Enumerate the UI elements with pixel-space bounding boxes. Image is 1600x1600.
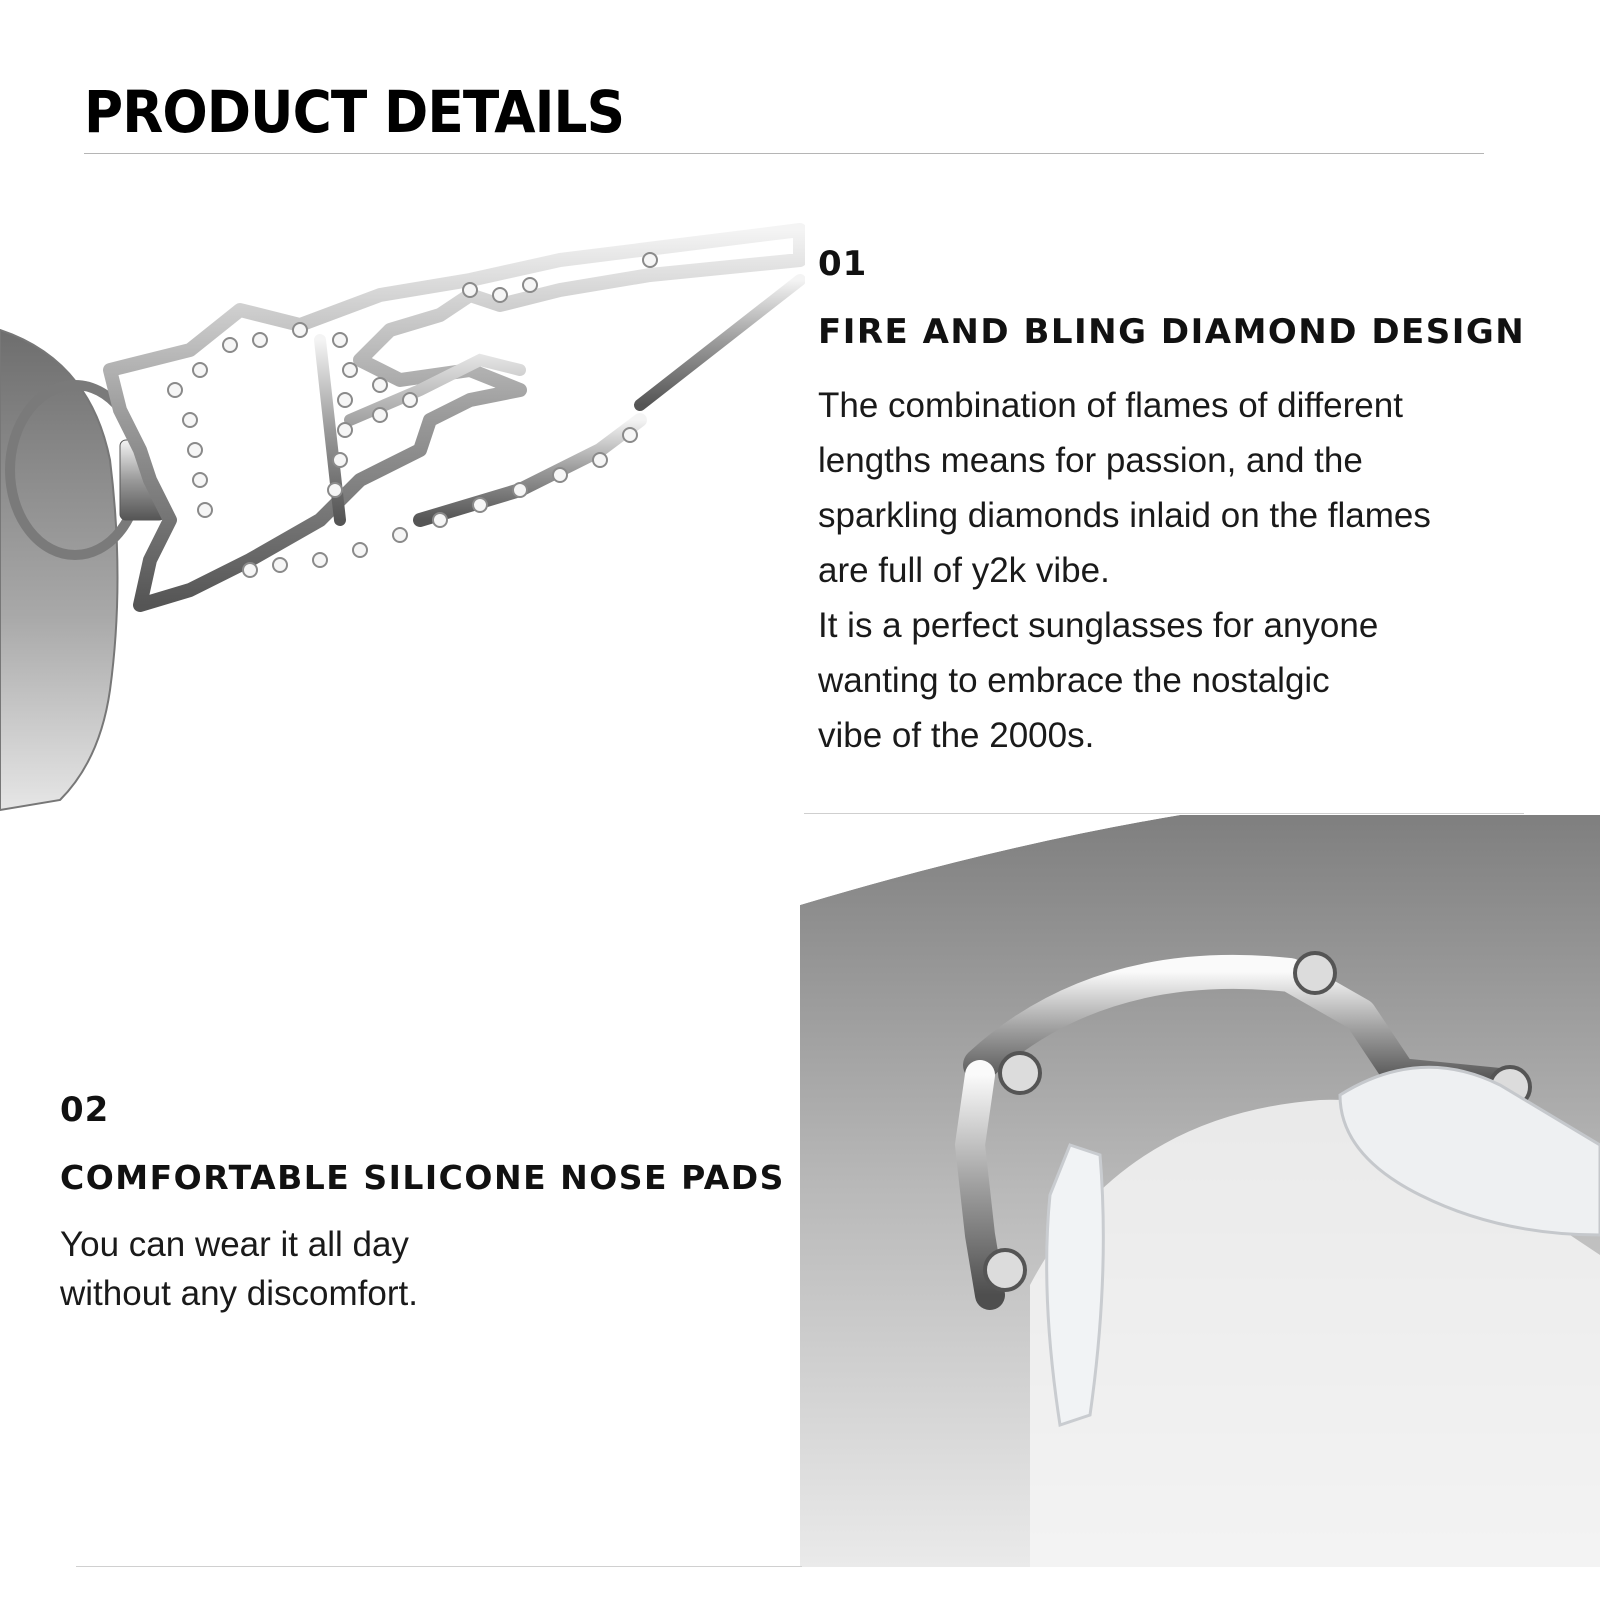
nose-pad-photo	[800, 815, 1600, 1567]
footer-divider	[76, 1566, 802, 1567]
description-line: You can wear it all day	[60, 1225, 409, 1264]
description-line: The combination of flames of different	[818, 386, 1403, 425]
description-line: sparkling diamonds inlaid on the flames	[818, 496, 1431, 535]
page-title: PRODUCT DETAILS	[84, 78, 625, 146]
feature-heading: FIRE AND BLING DIAMOND DESIGN	[818, 312, 1526, 352]
description-line: lengths means for passion, and the	[818, 441, 1363, 480]
description-line: without any discomfort.	[60, 1274, 418, 1313]
description-line: vibe of the 2000s.	[818, 716, 1095, 755]
feature-description	[818, 378, 1431, 763]
description-line: It is a perfect sunglasses for anyone	[818, 606, 1379, 645]
header-divider	[84, 153, 1484, 154]
section-divider	[804, 813, 1524, 814]
description-line: wanting to embrace the nostalgic	[818, 661, 1330, 700]
flame-temple-photo	[0, 220, 805, 820]
feature-number: 02	[60, 1090, 110, 1130]
feature-description	[60, 1220, 418, 1318]
description-line: are full of y2k vibe.	[818, 551, 1110, 590]
feature-number: 01	[818, 244, 868, 284]
feature-heading: COMFORTABLE SILICONE NOSE PADS	[60, 1158, 785, 1197]
